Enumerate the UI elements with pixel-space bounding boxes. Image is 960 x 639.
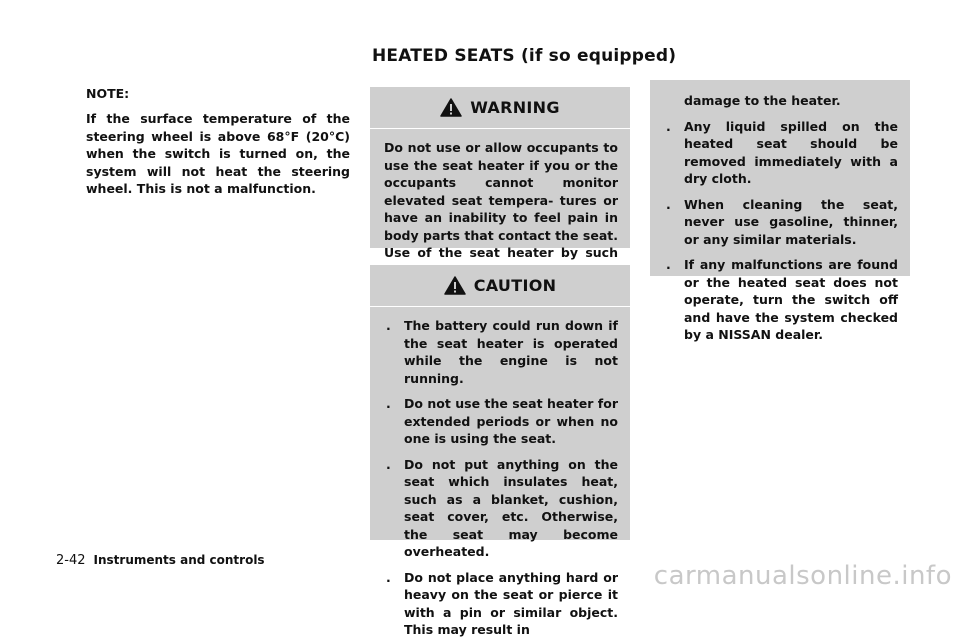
- list-item: . Do not put anything on the seat which insulates heat, such as a blanket, cushion, seat cover, etc. Otherwise, the seat may become overheated.: [386, 456, 618, 559]
- warning-header: [370, 87, 630, 129]
- warning-box: [370, 87, 630, 260]
- list-item: . The battery could run down if the seat heater is operated while the engine is not running.: [386, 318, 618, 386]
- caution-continued-list: [664, 118, 898, 344]
- note-label: NOTE:: [86, 86, 130, 101]
- caution-header: [370, 265, 630, 307]
- list-item: . When cleaning the seat, never use gasoline, thinner, or any similar materials.: [666, 196, 898, 247]
- warning-triangle-icon: [440, 98, 462, 117]
- caution-box: [370, 265, 630, 637]
- list-item: . Any liquid spilled on the heated seat should be removed immediately with a dry cloth.: [666, 118, 898, 186]
- page-number: 2-42: [56, 553, 86, 568]
- page-footer: [56, 553, 265, 568]
- section-title: HEATED SEATS (if so equipped): [372, 46, 677, 66]
- note-text: If the surface temperature of the steering wheel is above 68°F (20°C) when the switch is turned on, the system will not heat the steering wheel. This is not a malfunction.: [86, 111, 350, 196]
- warning-text: Do not use or allow occupants to use the seat heater if you or the occupants cannot monitor elevated seat tempera- tures or have an inability to feel pain in body parts that contact the seat. Use of the seat heater by such: [384, 140, 618, 260]
- caution-list: [384, 317, 618, 639]
- caution-continued-box: [650, 80, 910, 342]
- list-item: . Do not place anything hard or heavy on the seat or pierce it with a pin or similar object. This may result in: [386, 569, 618, 637]
- footer-title: Instruments and controls: [93, 553, 265, 567]
- caution-label: CAUTION: [473, 276, 557, 295]
- list-item: . If any malfunctions are found or the heated seat does not operate, turn the switch off and have the system checked by a NISSAN dealer.: [666, 257, 898, 342]
- caution-triangle-icon: [444, 276, 466, 295]
- continued-text: damage to the heater.: [684, 93, 841, 108]
- list-item: . Do not use the seat heater for extended periods or when no one is using the seat.: [386, 396, 618, 446]
- warning-label: WARNING: [470, 98, 560, 117]
- watermark: carmanualsonline.info: [653, 561, 952, 591]
- note-block: [86, 86, 350, 198]
